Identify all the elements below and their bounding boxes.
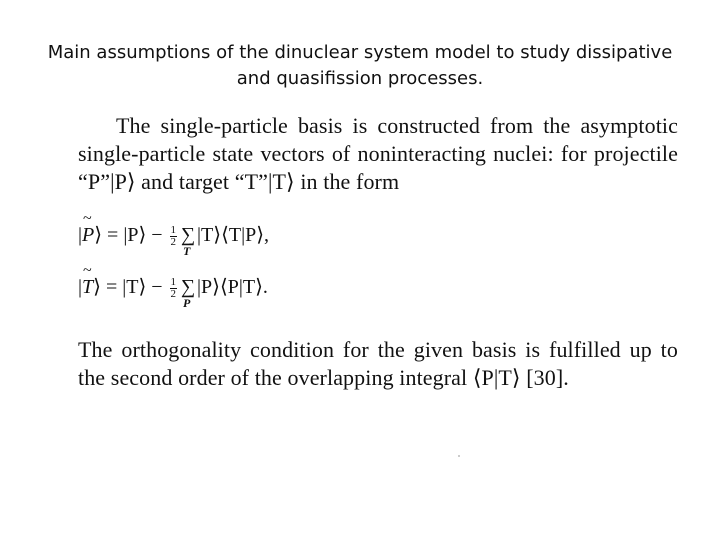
scanned-text-excerpt [78,112,678,392]
equation-p-tilde [78,210,678,266]
eq1-sum-index: T [183,244,191,258]
eq2-fraction: $\frac{1}{2}$ [170,275,177,300]
eq2-lhs-bar: | [78,276,83,298]
eq1-lhs-symbol: ~ P [82,210,95,246]
eq2-sum: ∑ P [180,276,196,310]
eq1-lhs-close: ⟩ [94,224,103,246]
equation-t-tilde [78,262,678,318]
eq2-sum-index: P [183,296,191,310]
eq1-fraction: $\frac{1}{2}$ [170,223,177,248]
scan-speck [458,455,460,457]
eq2-lhs-symbol: ~ T [82,262,94,298]
orthogonality-paragraph: The orthogonality condition for the given basis is fulfilled up to the second order of the overlapping integral ⟨P|T⟩ [30]. [78,337,678,390]
eq2-middle: = |T⟩ − [100,276,168,298]
eq1-rhs: |T⟩⟨T|P⟩, [197,224,270,246]
slide-title: Main assumptions of the dinuclear system model to study dissipative and quasifission processes. [47,42,673,89]
eq1-middle: = |P⟩ − [102,224,168,246]
eq2-rhs: |P⟩⟨P|T⟩. [197,276,268,298]
eq2-lhs-close: ⟩ [93,276,101,298]
basis-paragraph: The single-particle basis is constructed from the asymptotic single-particle state vectors of noninteracting nuclei: for projectile “P”|P⟩ and target “T”|T⟩ in the form [78,113,678,194]
eq1-lhs-bar: | [78,224,83,246]
eq1-sum: ∑ T [180,224,196,258]
